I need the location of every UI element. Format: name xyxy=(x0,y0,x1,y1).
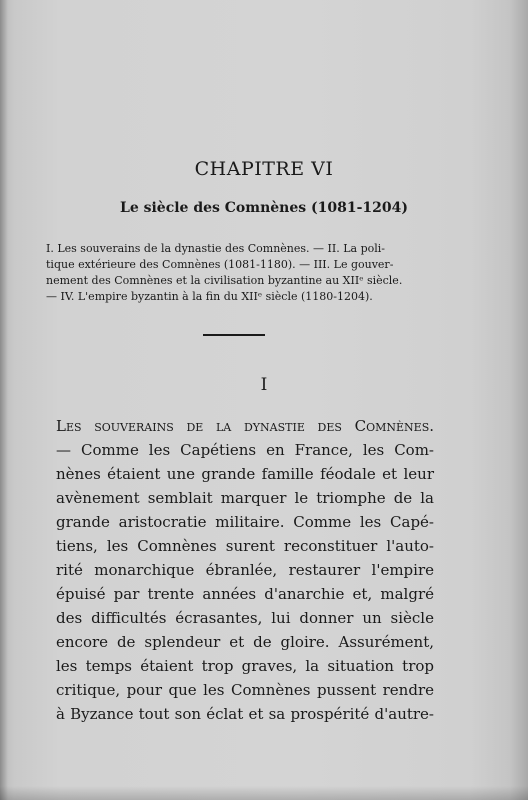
summary-line: tique extérieure des Comnènes (1081-1180). — III. Le gouver- xyxy=(46,258,394,271)
body-line: nènes étaient une grande famille féodale et leur xyxy=(56,465,434,483)
section-body xyxy=(56,414,434,726)
body-line: rité monarchique ébranlée, restaurer l'empire xyxy=(56,561,434,579)
chapter-title: CHAPITRE VI xyxy=(194,158,334,180)
chapter-subtitle: Le siècle des Comnènes (1081-1204) xyxy=(119,200,409,216)
page-bottom-shadow xyxy=(0,786,528,800)
body-line: encore de splendeur et de gloire. Assurément, xyxy=(56,633,434,651)
summary-line: nement des Comnènes et la civilisation byzantine au XIIᵉ siècle. xyxy=(46,274,403,287)
body-line: avènement semblait marquer le triomphe de la xyxy=(56,489,434,507)
body-line: critique, pour que les Comnènes pussent rendre xyxy=(56,681,434,699)
chapter-summary xyxy=(46,241,432,305)
summary-line: I. Les souverains de la dynastie des Comnènes. — II. La poli- xyxy=(46,242,385,255)
section-divider xyxy=(203,334,265,336)
body-line: épuisé par trente années d'anarchie et, malgré xyxy=(56,585,434,603)
body-line: tiens, les Comnènes surent reconstituer l'auto- xyxy=(56,537,434,555)
body-line: les temps étaient trop graves, la situation trop xyxy=(56,657,434,675)
body-line: à Byzance tout son éclat et sa prospérité d'autre- xyxy=(56,705,434,723)
page-left-edge xyxy=(0,0,8,800)
section-heading-line xyxy=(56,414,434,438)
summary-line: — IV. L'empire byzantin à la fin du XIIᵉ siècle (1180-1204). xyxy=(46,290,373,303)
body-line: grande aristocratie militaire. Comme les Capé- xyxy=(56,513,434,531)
section-heading: Les souverains de la dynastie des Comnènes. xyxy=(56,417,434,435)
body-line: des difficultés écrasantes, lui donner un siècle xyxy=(56,609,434,627)
section-number: I xyxy=(260,375,268,395)
body-line: — Comme les Capétiens en France, les Com- xyxy=(56,441,434,459)
